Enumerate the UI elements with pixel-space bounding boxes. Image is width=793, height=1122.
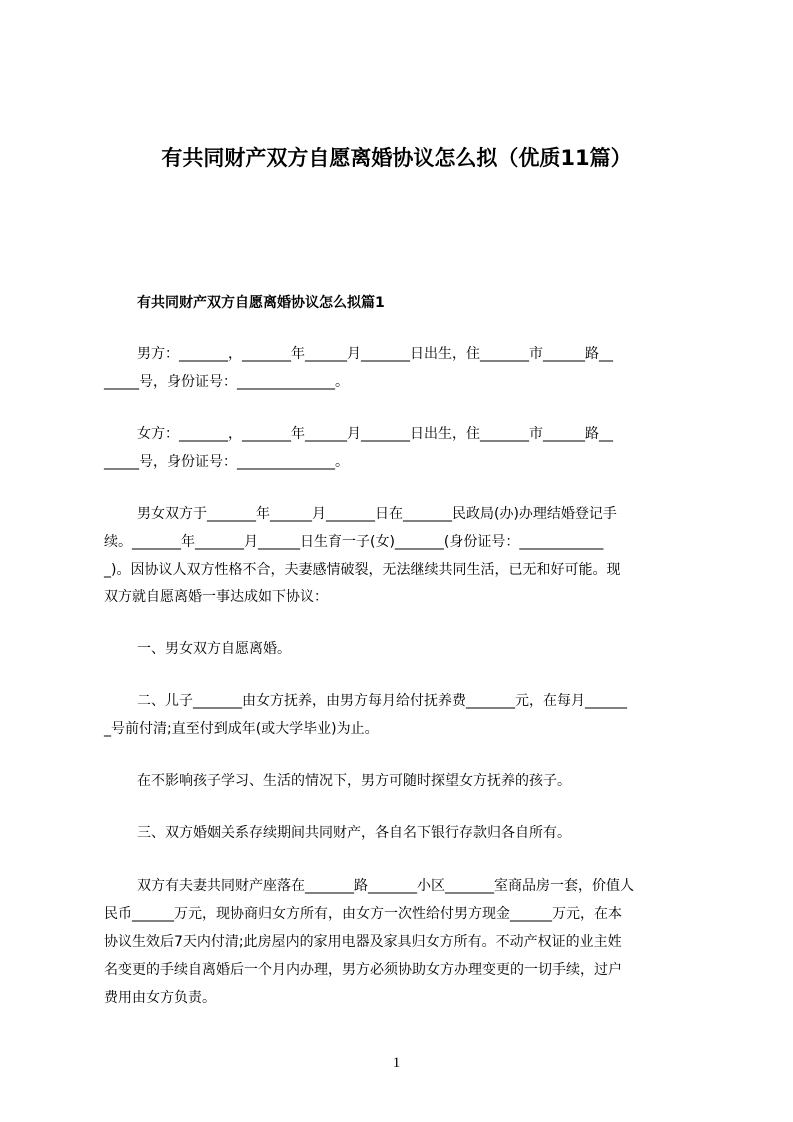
text-line: _)。因协议人双方性格不合，夫妻感情破裂，无法继续共同生活，已无和好可能。现 bbox=[104, 562, 621, 578]
text-line: 协议生效后7天内付清;此房屋内的家用电器及家具归女方所有。不动产权证的业主姓 bbox=[104, 934, 622, 950]
text-line: 在不影响孩子学习、生活的情况下，男方可随时探望女方抚养的孩子。 bbox=[137, 773, 571, 789]
text-line: 男方：_______，_______年______月_______日出生，住_______市______路__ bbox=[137, 346, 613, 362]
text-line: 费用由女方负责。 bbox=[104, 990, 216, 1006]
text-line: 女方：_______，_______年______月_______日出生，住_______市______路__ bbox=[137, 426, 613, 442]
text-line: 男女双方于_______年______月_______日在_______民政局(办)办理结婚登记手 bbox=[137, 506, 617, 522]
text-line: 民币______万元，现协商归女方所有，由女方一次性给付男方现金______万元，在本 bbox=[104, 906, 622, 922]
section-heading: 有共同财产双方自愿离婚协议怎么拟篇1 bbox=[137, 295, 385, 311]
text-line: _____号，身份证号：______________。 bbox=[104, 374, 349, 390]
text-line: 双方有夫妻共同财产座落在_______路_______小区_______室商品房一套，价值人 bbox=[137, 878, 634, 894]
text-line: 一、男女双方自愿离婚。 bbox=[137, 641, 291, 657]
text-line: _号前付清;直至付到成年(或大学毕业)为止。 bbox=[104, 721, 379, 737]
page-number: 1 bbox=[392, 1055, 401, 1071]
text-line: 二、儿子_______由女方抚养，由男方每月给付抚养费_______元，在每月______ bbox=[137, 693, 627, 709]
text-line: 双方就自愿离婚一事达成如下协议： bbox=[104, 589, 328, 605]
text-line: 名变更的手续自离婚后一个月内办理，男方必须协助女方办理变更的一切手续，过户 bbox=[104, 962, 622, 978]
text-line: 三、双方婚姻关系存续期间共同财产，各自名下银行存款归各自所有。 bbox=[137, 825, 571, 841]
document-title: 有共同财产双方自愿离婚协议怎么拟（优质11篇） bbox=[161, 146, 632, 170]
text-line: _____号，身份证号：______________。 bbox=[104, 454, 349, 470]
text-line: 续。_______年_______月______日生育一子(女)_______(身份证号：____________ bbox=[104, 534, 604, 550]
